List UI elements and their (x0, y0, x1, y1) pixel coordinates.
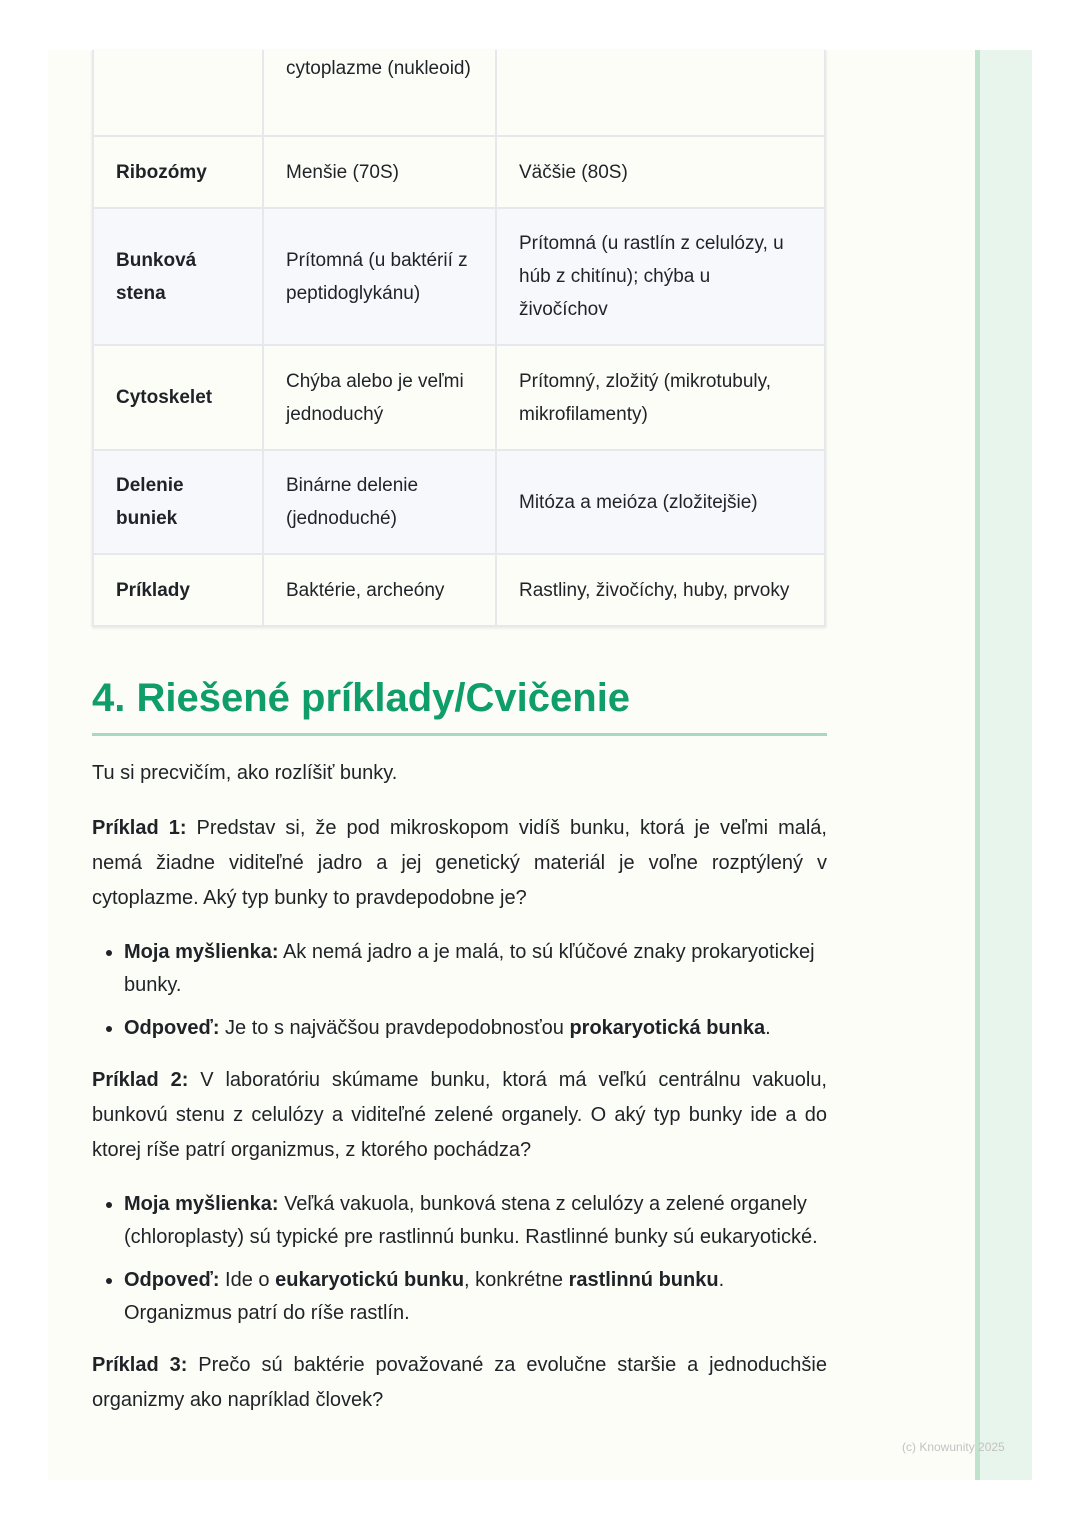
example-2-points (92, 1188, 827, 1330)
table-cell-prokaryote: Menšie (70S) (263, 136, 496, 208)
table-cell-prokaryote: Binárne delenie (jednoduché) (263, 450, 496, 554)
example-text: V laboratóriu skúmame bunku, ktorá má veľkú centrálnu vakuolu, bunkovú stenu z celulózy a viditeľné zelené organely. O aký typ bunky ide a do ktorej ríše patrí organizmus, z ktorého pochádza? (92, 1069, 827, 1161)
side-accent-line (975, 50, 980, 1480)
thought-label: Moja myšlienka: (124, 941, 279, 963)
answer-highlight: prokaryotická bunka (569, 1017, 766, 1039)
example-1-points (92, 936, 827, 1045)
list-item (124, 936, 827, 1002)
answer-text: . Organizmus patrí do ríše rastlín. (124, 1269, 725, 1324)
answer-text: Je to s najväčšou pravdepodobnosťou (219, 1017, 570, 1039)
example-2-question (92, 1063, 827, 1168)
table-cell-prokaryote: cytoplazme (nukleoid) (263, 50, 496, 136)
list-item (124, 1264, 827, 1330)
table-row (93, 50, 825, 136)
table-cell-prokaryote: Baktérie, archeóny (263, 554, 496, 626)
table-cell-feature (93, 50, 263, 136)
table-cell-eukaryote: Prítomný, zložitý (mikrotubuly, mikrofilamenty) (496, 345, 825, 450)
table-row (93, 208, 825, 345)
thought-text: Ak nemá jadro a je malá, to sú kľúčové znaky prokaryotickej bunky. (124, 941, 815, 996)
example-3-question (92, 1348, 827, 1418)
answer-label: Odpoveď: (124, 1269, 220, 1291)
list-item (124, 1012, 827, 1045)
answer-text: , konkrétne (464, 1269, 569, 1291)
table-cell-feature: Bunková stena (93, 208, 263, 345)
thought-label: Moja myšlienka: (124, 1193, 279, 1215)
example-label: Príklad 3: (92, 1354, 188, 1376)
table-cell-prokaryote: Chýba alebo je veľmi jednoduchý (263, 345, 496, 450)
section-heading: 4. Riešené príklady/Cvičenie (92, 673, 827, 736)
table-cell-eukaryote (496, 50, 825, 136)
answer-highlight: eukaryotickú bunku (275, 1269, 465, 1291)
table-row (93, 136, 825, 208)
table-cell-feature: Cytoskelet (93, 345, 263, 450)
table-cell-eukaryote: Mitóza a meióza (zložitejšie) (496, 450, 825, 554)
table-cell-prokaryote: Prítomná (u baktérií z peptidoglykánu) (263, 208, 496, 345)
example-label: Príklad 1: (92, 817, 187, 839)
table-cell-feature: Príklady (93, 554, 263, 626)
example-1-question (92, 811, 827, 916)
answer-highlight: rastlinnú bunku (568, 1269, 719, 1291)
thought-text: Veľká vakuola, bunková stena z celulózy a zelené organely (chloroplasty) sú typické pre rastlinnú bunku. Rastlinné bunky sú eukaryotické. (124, 1193, 818, 1248)
example-label: Príklad 2: (92, 1069, 189, 1091)
answer-label: Odpoveď: (124, 1017, 220, 1039)
content (92, 50, 827, 1418)
example-text: Prečo sú baktérie považované za evolučne staršie a jednoduchšie organizmy ako napríklad človek? (92, 1354, 827, 1411)
table-cell-eukaryote: Rastliny, živočíchy, huby, prvoky (496, 554, 825, 626)
copyright-footer: (c) Knowunity 2025 (902, 1440, 1005, 1454)
side-accent-bar (975, 50, 1032, 1480)
section-intro: Tu si precvičím, ako rozlíšiť bunky. (92, 762, 398, 784)
table-cell-eukaryote: Prítomná (u rastlín z celulózy, u húb z chitínu); chýba u živočíchov (496, 208, 825, 345)
comparison-table (92, 50, 826, 627)
table-row (93, 554, 825, 626)
table-cell-feature: Ribozómy (93, 136, 263, 208)
table-row (93, 345, 825, 450)
table-cell-feature: Delenie buniek (93, 450, 263, 554)
example-text: Predstav si, že pod mikroskopom vidíš bunku, ktorá je veľmi malá, nemá žiadne viditeľné jadro a jej genetický materiál je voľne rozptýlený v cytoplazme. Aký typ bunky to pravdepodobne je? (92, 817, 827, 909)
table-row (93, 450, 825, 554)
list-item (124, 1188, 827, 1254)
answer-text: . (765, 1017, 771, 1039)
answer-text: Ide o (219, 1269, 276, 1291)
table-cell-eukaryote: Väčšie (80S) (496, 136, 825, 208)
